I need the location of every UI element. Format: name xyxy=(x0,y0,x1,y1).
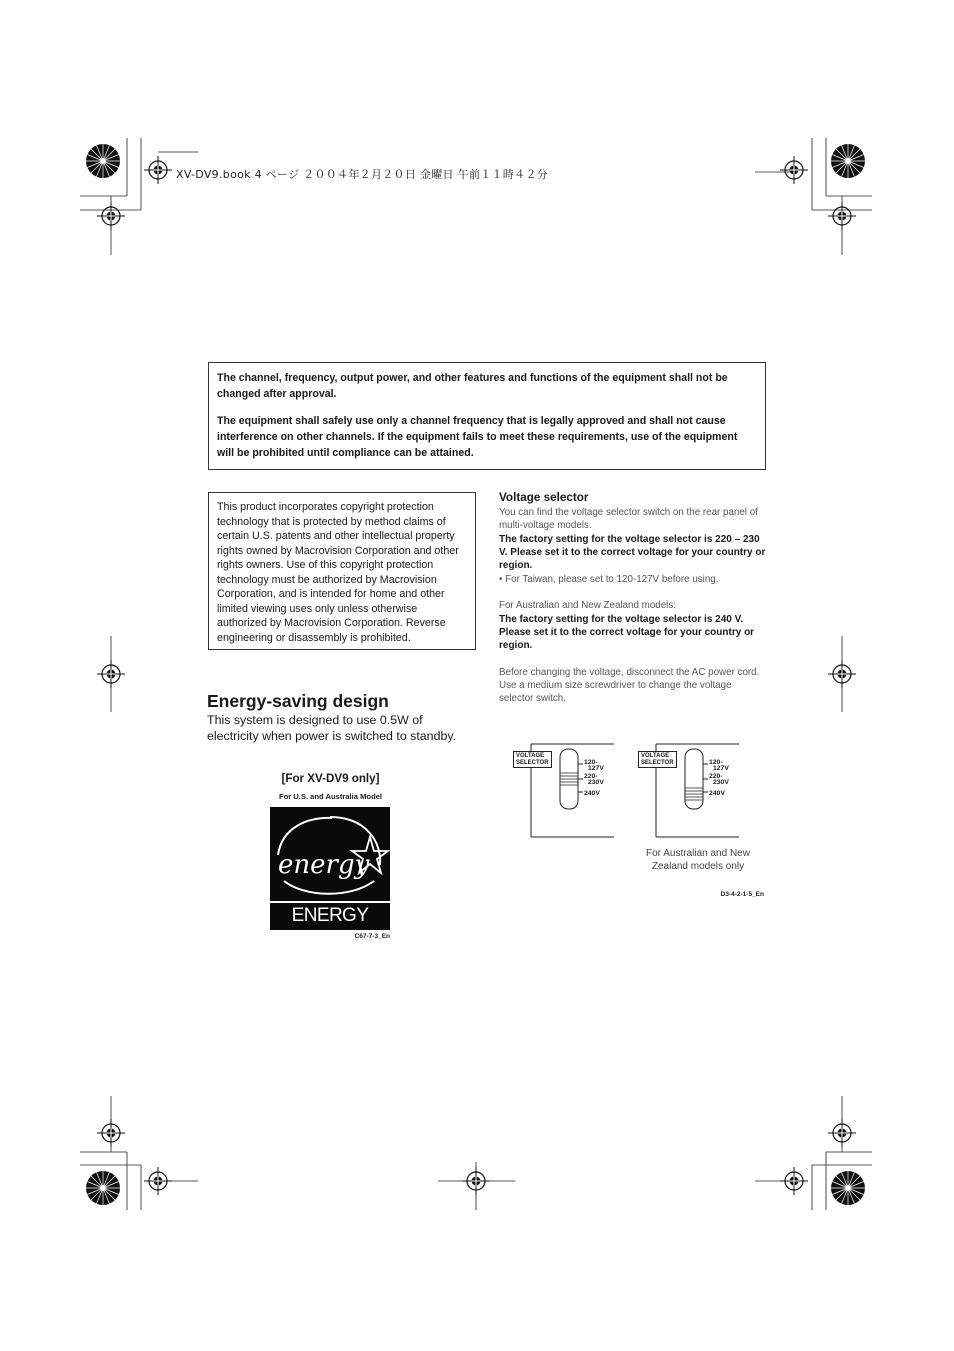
tick-120: 120- xyxy=(584,759,598,766)
voltage-intro: You can find the voltage selector switch on the rear panel of multi-voltage models. xyxy=(499,507,758,532)
tick-127: 127V xyxy=(588,765,604,772)
selector-label-line2: SELECTOR xyxy=(516,759,549,766)
tick-120-aus: 120- xyxy=(709,759,723,766)
approval-notice-box xyxy=(208,362,766,470)
notice-paragraph-1: The channel, frequency, output power, and other features and functions of the equipment shall not be changed after approval. xyxy=(217,372,728,400)
region-model-note: For U.S. and Australia Model xyxy=(278,792,383,801)
tick-230: 230V xyxy=(588,779,604,786)
energy-star-icon xyxy=(270,807,390,901)
energy-saving-heading: Energy-saving design xyxy=(207,691,389,711)
factory-setting-aus: The factory setting for the voltage selector is 240 V. Please set it to the correct voltage for your country or region. xyxy=(499,614,755,652)
tick-127-aus: 127V xyxy=(713,765,729,772)
energy-star-band: ENERGY STAR xyxy=(270,901,390,928)
aus-models-label: For Australian and New Zealand models: xyxy=(499,600,676,611)
energy-saving-text: This system is designed to use 0.5W of electricity when power is switched to standby. xyxy=(207,713,457,744)
factory-setting-default: The factory setting for the voltage selector is 220 – 230 V. Please set it to the correct voltage for your country or region. xyxy=(499,534,766,572)
tick-240-aus: 240V xyxy=(709,790,725,797)
doc-code-right: D3-4-2-1-5_En xyxy=(720,891,764,898)
selector-label-line1: VOLTAGE xyxy=(516,753,545,759)
model-only-label: [For XV-DV9 only] xyxy=(281,772,380,785)
voltage-selector-label xyxy=(513,751,552,768)
voltage-selector-label-aus xyxy=(638,751,677,768)
tick-220-aus: 220- xyxy=(709,773,723,780)
selector-label-line2-aus: SELECTOR xyxy=(641,759,674,766)
tick-230-aus: 230V xyxy=(713,779,729,786)
copyright-protection-box: This product incorporates copyright protection technology that is protected by method claims of certain U.S. patents and other intellectual property rights owned by Macrovision Corporation and other rights owners. Use of this copyright protection technology must be authorized by Macrovision Corporation, and is intended for home and other limited viewing uses only unless otherwise authorized by Macrovision Corporation. Reverse engineering or disassembly is prohibited. xyxy=(208,492,476,650)
tick-240: 240V xyxy=(584,790,600,797)
voltage-diagram-aus xyxy=(637,742,739,842)
notice-paragraph-2: The equipment shall safely use only a channel frequency that is legally approved and shall not cause interference on other channels. If the equipment fails to meet these requirements, use of the equipment will be prohibited until compliance can be attained. xyxy=(217,415,738,459)
taiwan-note: • For Taiwan, please set to 120-127V before using. xyxy=(499,574,719,585)
voltage-diagram-default xyxy=(512,742,614,842)
energy-script-word: energy xyxy=(278,850,370,880)
selector-label-line1-aus: VOLTAGE xyxy=(641,753,670,759)
voltage-selector-heading: Voltage selector xyxy=(499,491,589,504)
print-header-line: XV-DV9.book 4 ページ ２００４年２月２０日 金曜日 午前１１時４２分 xyxy=(176,168,549,181)
tick-220: 220- xyxy=(584,773,598,780)
aus-diagram-caption: For Australian and New Zealand models only xyxy=(646,848,750,872)
doc-code-left: C67-7-3_En xyxy=(354,933,390,940)
before-change-note: Before changing the voltage, disconnect the AC power cord. Use a medium size screwdriver to change the voltage selector switch. xyxy=(499,667,760,705)
